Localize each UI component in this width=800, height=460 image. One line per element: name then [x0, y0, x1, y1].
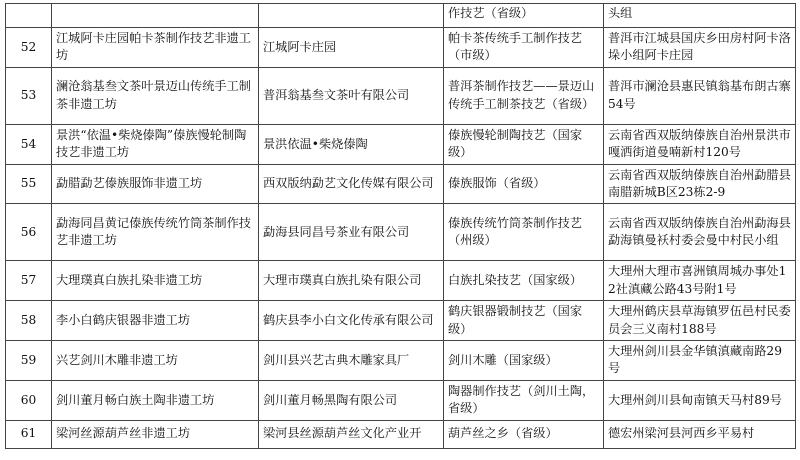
cell-workshop: 景洪“依温•柴烧傣陶”傣族慢轮制陶技艺非遗工坊 — [52, 124, 259, 164]
cell-address: 大理州大理市喜洲镇周城办事处12社滇藏公路43号附1号 — [604, 261, 796, 301]
heritage-workshop-table — [5, 3, 796, 449]
table-row — [6, 301, 796, 341]
cell-heritage: 作技艺（省级） — [444, 4, 604, 28]
table-row — [6, 124, 796, 164]
cell-no: 59 — [6, 341, 52, 381]
cell-address: 大理州剑川县金华镇滇藏南路29号 — [604, 341, 796, 381]
cell-heritage: 白族扎染技艺（国家级） — [444, 261, 604, 301]
cell-no: 58 — [6, 301, 52, 341]
cell-company: 鹤庆县李小白文化传承有限公司 — [259, 301, 444, 341]
cell-no: 56 — [6, 204, 52, 261]
table-row — [6, 420, 796, 448]
cell-workshop: 梁河丝源葫芦丝非遗工坊 — [52, 420, 259, 448]
cell-address: 普洱市江城县国庆乡田房村阿卡洛垛小组阿卡庄园 — [604, 28, 796, 68]
cell-workshop: 勐腊勐艺傣族服饰非遗工坊 — [52, 164, 259, 204]
table-row — [6, 341, 796, 381]
cell-heritage: 葫芦丝之乡（省级） — [444, 420, 604, 448]
cell-heritage: 陶器制作技艺（剑川土陶，省级） — [444, 380, 604, 420]
cell-address: 大理州剑川县甸南镇天马村89号 — [604, 380, 796, 420]
cell-workshop: 江城阿卡庄园帕卡茶制作技艺非遗工坊 — [52, 28, 259, 68]
cell-address: 头组 — [604, 4, 796, 28]
cell-company: 景洪依温•柴烧傣陶 — [259, 124, 444, 164]
table-row — [6, 261, 796, 301]
cell-company: 勐海县同昌号茶业有限公司 — [259, 204, 444, 261]
cell-address: 大理州鹤庆县草海镇罗伍邑村民委员会三义南村188号 — [604, 301, 796, 341]
cell-heritage: 傣族传统竹筒茶制作技艺（州级） — [444, 204, 604, 261]
cell-no: 52 — [6, 28, 52, 68]
cell-heritage: 傣族慢轮制陶技艺（国家级） — [444, 124, 604, 164]
cell-no: 61 — [6, 420, 52, 448]
cell-heritage: 普洱茶制作技艺——景迈山传统手工制茶技艺（省级） — [444, 67, 604, 124]
cell-address: 云南省西双版纳傣族自治州勐海县勐海镇曼袄村委会曼中村民小组 — [604, 204, 796, 261]
table-row-continued — [6, 4, 796, 28]
cell-company — [259, 4, 444, 28]
cell-company: 普洱翁基叁文茶叶有限公司 — [259, 67, 444, 124]
cell-company: 梁河县丝源葫芦丝文化产业开 — [259, 420, 444, 448]
cell-heritage: 鹤庆银器锻制技艺（国家级） — [444, 301, 604, 341]
cell-heritage: 帕卡茶传统手工制作技艺（市级） — [444, 28, 604, 68]
cell-heritage: 傣族服饰（省级） — [444, 164, 604, 204]
cell-workshop: 兴艺剑川木雕非遗工坊 — [52, 341, 259, 381]
cell-address: 普洱市澜沧县惠民镇翁基布朗古寨54号 — [604, 67, 796, 124]
cell-no: 54 — [6, 124, 52, 164]
cell-workshop — [52, 4, 259, 28]
table-row — [6, 28, 796, 68]
cell-workshop: 大理璞真白族扎染非遗工坊 — [52, 261, 259, 301]
cell-company: 剑川县兴艺古典木雕家具厂 — [259, 341, 444, 381]
table-row — [6, 67, 796, 124]
cell-no: 57 — [6, 261, 52, 301]
cell-company: 剑川董月畅黑陶有限公司 — [259, 380, 444, 420]
cell-address: 德宏州梁河县河西乡平易村 — [604, 420, 796, 448]
cell-address: 云南省西双版纳傣族自治州景洪市嘎洒街道曼喃新村120号 — [604, 124, 796, 164]
cell-no — [6, 4, 52, 28]
table-row — [6, 380, 796, 420]
cell-workshop: 勐海同昌黄记傣族传统竹筒茶制作技艺非遗工坊 — [52, 204, 259, 261]
table-row — [6, 204, 796, 261]
cell-workshop: 李小白鹤庆银器非遗工坊 — [52, 301, 259, 341]
cell-no: 60 — [6, 380, 52, 420]
cell-workshop: 剑川董月畅白族土陶非遗工坊 — [52, 380, 259, 420]
cell-no: 55 — [6, 164, 52, 204]
table-row — [6, 164, 796, 204]
cell-address: 云南省西双版纳傣族自治州勐腊县南腊新城B区23栋2-9 — [604, 164, 796, 204]
cell-company: 大理市璞真白族扎染有限公司 — [259, 261, 444, 301]
cell-no: 53 — [6, 67, 52, 124]
cell-company: 西双版纳勐艺文化传媒有限公司 — [259, 164, 444, 204]
cell-workshop: 澜沧翁基叁文茶叶景迈山传统手工制茶非遗工坊 — [52, 67, 259, 124]
cell-company: 江城阿卡庄园 — [259, 28, 444, 68]
cell-heritage: 剑川木雕（国家级） — [444, 341, 604, 381]
table-body — [6, 4, 796, 449]
